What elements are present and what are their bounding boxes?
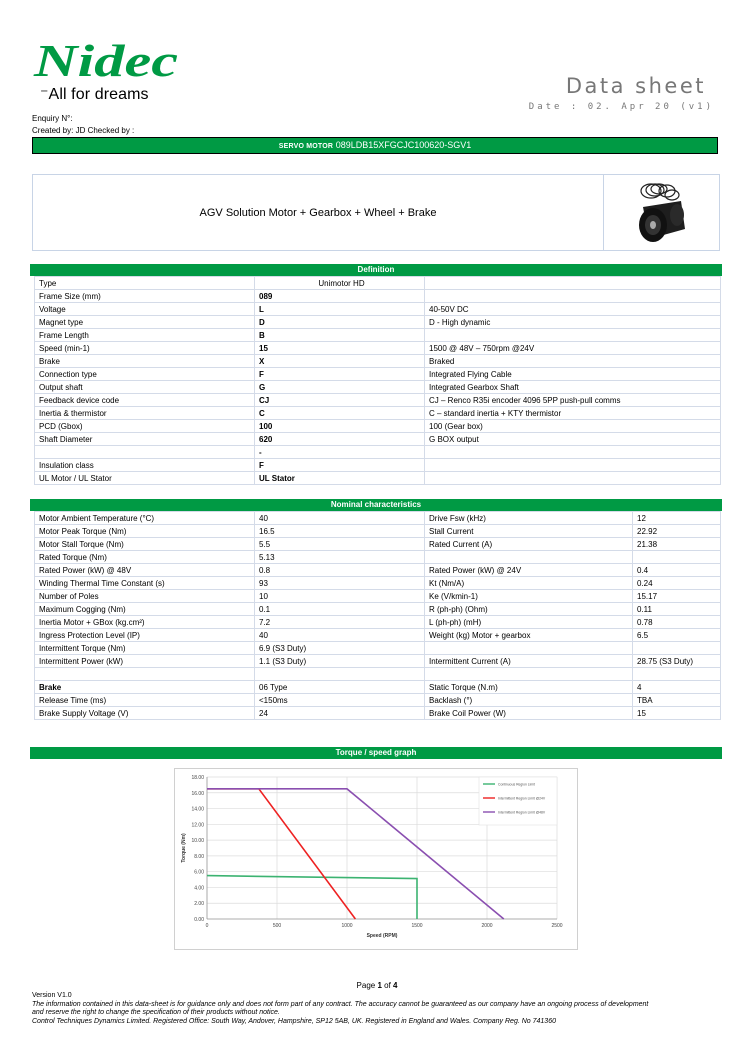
definition-name: Shaft Diameter <box>35 433 255 446</box>
definition-name: PCD (Gbox) <box>35 420 255 433</box>
nominal-v1: 0.1 <box>255 603 425 616</box>
nominal-row <box>35 629 721 642</box>
y-tick-label: 2.00 <box>194 901 204 908</box>
registered-office: Control Techniques Dynamics Limited. Registered Office: South Way, Andover, Hampshire, SP12 5AB, UK. Registered in England and Wales. Company Reg. No 741360 <box>32 1018 556 1025</box>
nominal-v2 <box>633 551 721 564</box>
disclaimer-line-2: and reserve the right to change the specification of their products without notice. <box>32 1009 280 1016</box>
definition-code: B <box>255 329 425 342</box>
nominal-l2 <box>425 668 633 681</box>
y-tick-label: 16.00 <box>191 790 204 797</box>
nominal-v1: 40 <box>255 629 425 642</box>
definition-name: Output shaft <box>35 381 255 394</box>
nominal-row <box>35 655 721 668</box>
y-tick-label: 6.00 <box>194 869 204 876</box>
nominal-l1: Rated Power (kW) @ 48V <box>35 564 255 577</box>
definition-desc <box>425 329 721 342</box>
product-description: AGV Solution Motor + Gearbox + Wheel + Brake <box>33 175 604 250</box>
definition-name: Frame Length <box>35 329 255 342</box>
definition-code: UL Stator <box>255 472 425 485</box>
definition-name <box>35 446 255 459</box>
nominal-row <box>35 668 721 681</box>
nominal-l1: Maximum Cogging (Nm) <box>35 603 255 616</box>
nominal-row <box>35 564 721 577</box>
nominal-v1: 10 <box>255 590 425 603</box>
legend-entry: Intermittent Region Limit @24V <box>498 796 546 801</box>
nominal-l1: Motor Ambient Temperature (°C) <box>35 512 255 525</box>
nominal-l1: Rated Torque (Nm) <box>35 551 255 564</box>
y-tick-label: 10.00 <box>191 838 204 845</box>
nominal-row <box>35 603 721 616</box>
y-tick-label: 4.00 <box>194 885 204 892</box>
nominal-v1: 6.9 (S3 Duty) <box>255 642 425 655</box>
definition-row <box>35 394 721 407</box>
nominal-v1: 5.13 <box>255 551 425 564</box>
definition-desc: G BOX output <box>425 433 721 446</box>
definition-code: 089 <box>255 290 425 303</box>
nominal-l2: Rated Power (kW) @ 24V <box>425 564 633 577</box>
nominal-v1: 24 <box>255 707 425 720</box>
y-tick-label: 12.00 <box>191 822 204 829</box>
nominal-l2 <box>425 642 633 655</box>
definition-name: Magnet type <box>35 316 255 329</box>
definition-header: Definition <box>30 264 722 276</box>
nominal-l2: R (ph-ph) (Ohm) <box>425 603 633 616</box>
definition-code: X <box>255 355 425 368</box>
definition-name: Connection type <box>35 368 255 381</box>
nominal-v2: 0.4 <box>633 564 721 577</box>
motor-code-label: SERVO MOTOR <box>278 143 334 150</box>
nominal-l1: Intermittent Torque (Nm) <box>35 642 255 655</box>
definition-name: Inertia & thermistor <box>35 407 255 420</box>
definition-desc <box>425 459 721 472</box>
nominal-v2: 12 <box>633 512 721 525</box>
definition-name: Feedback device code <box>35 394 255 407</box>
product-description-box <box>32 174 720 251</box>
nominal-row <box>35 538 721 551</box>
nominal-l1: Release Time (ms) <box>35 694 255 707</box>
definition-code: D <box>255 316 425 329</box>
nominal-v2: 22.92 <box>633 525 721 538</box>
nominal-l1: Motor Stall Torque (Nm) <box>35 538 255 551</box>
chart-svg <box>175 769 577 949</box>
page-prefix: Page <box>356 981 378 990</box>
nominal-v1: 16.5 <box>255 525 425 538</box>
definition-row <box>35 433 721 446</box>
page-current: 1 <box>377 981 382 990</box>
definition-desc <box>425 290 721 303</box>
series-line-1 <box>207 876 417 919</box>
definition-name: Voltage <box>35 303 255 316</box>
definition-desc <box>425 472 721 485</box>
nominal-l2: Weight (kg) Motor + gearbox <box>425 629 633 642</box>
definition-name: Brake <box>35 355 255 368</box>
definition-desc: Integrated Gearbox Shaft <box>425 381 721 394</box>
definition-code: 620 <box>255 433 425 446</box>
nominal-l2: Kt (Nm/A) <box>425 577 633 590</box>
definition-row <box>35 381 721 394</box>
definition-desc: 1500 @ 48V – 750rpm @24V <box>425 342 721 355</box>
nominal-v1: 5.5 <box>255 538 425 551</box>
nominal-l2: Drive Fsw (kHz) <box>425 512 633 525</box>
definition-code: 100 <box>255 420 425 433</box>
nominal-l1 <box>35 668 255 681</box>
definition-row <box>35 368 721 381</box>
nominal-l1: Motor Peak Torque (Nm) <box>35 525 255 538</box>
nominal-v2: 15.17 <box>633 590 721 603</box>
created-by-label: Created by: JD Checked by : <box>32 126 135 135</box>
nidec-logo <box>32 38 180 82</box>
nominal-v2: 28.75 (S3 Duty) <box>633 655 721 668</box>
definition-row <box>35 342 721 355</box>
nominal-v1 <box>255 668 425 681</box>
nominal-row <box>35 577 721 590</box>
definition-name: Speed (min-1) <box>35 342 255 355</box>
document-title: Data sheet <box>565 74 706 98</box>
definition-row <box>35 355 721 368</box>
nominal-l1: Intermittent Power (kW) <box>35 655 255 668</box>
y-axis-label: Torque (Nm) <box>181 833 187 863</box>
nominal-row <box>35 525 721 538</box>
page-of: of <box>381 981 394 990</box>
definition-table <box>34 276 721 485</box>
nominal-l1: Brake Supply Voltage (V) <box>35 707 255 720</box>
definition-row <box>35 303 721 316</box>
nominal-row <box>35 551 721 564</box>
definition-desc <box>425 277 721 290</box>
nominal-v2: 6.5 <box>633 629 721 642</box>
nominal-l1: Ingress Protection Level (IP) <box>35 629 255 642</box>
x-axis-label: Speed (RPM) <box>366 933 398 939</box>
definition-row <box>35 472 721 485</box>
y-tick-label: 14.00 <box>191 806 204 813</box>
definition-row <box>35 290 721 303</box>
motor-code: 089LDB15XFGCJC100620-SGV1 <box>335 140 472 150</box>
definition-desc: Braked <box>425 355 721 368</box>
definition-desc: C – standard inertia + KTY thermistor <box>425 407 721 420</box>
nominal-v2: 0.78 <box>633 616 721 629</box>
nominal-l2: Rated Current (A) <box>425 538 633 551</box>
definition-code: Unimotor HD <box>255 277 425 290</box>
definition-code: F <box>255 368 425 381</box>
nominal-l2: Ke (V/kmin-1) <box>425 590 633 603</box>
nominal-l2: Stall Current <box>425 525 633 538</box>
nominal-row <box>35 512 721 525</box>
nominal-v2: 15 <box>633 707 721 720</box>
definition-code: L <box>255 303 425 316</box>
nominal-v2 <box>633 668 721 681</box>
nominal-row <box>35 616 721 629</box>
nominal-v1: 40 <box>255 512 425 525</box>
page-total: 4 <box>393 981 398 990</box>
definition-name: UL Motor / UL Stator <box>35 472 255 485</box>
torque-speed-chart <box>174 768 578 950</box>
nominal-row <box>35 590 721 603</box>
nominal-v1: 0.8 <box>255 564 425 577</box>
definition-code: - <box>255 446 425 459</box>
nominal-v2: 0.11 <box>633 603 721 616</box>
definition-code: CJ <box>255 394 425 407</box>
nominal-l2: Brake Coil Power (W) <box>425 707 633 720</box>
x-tick-label: 1000 <box>341 923 353 929</box>
motor-product-image <box>605 177 718 248</box>
graph-header: Torque / speed graph <box>30 747 722 759</box>
nominal-v2: TBA <box>633 694 721 707</box>
nominal-l1: Number of Poles <box>35 590 255 603</box>
nominal-v2 <box>633 642 721 655</box>
definition-name: Type <box>35 277 255 290</box>
definition-desc: 100 (Gear box) <box>425 420 721 433</box>
x-tick-label: 2000 <box>481 923 493 929</box>
nominal-row <box>35 707 721 720</box>
definition-row <box>35 446 721 459</box>
nominal-row <box>35 642 721 655</box>
nominal-row <box>35 681 721 694</box>
definition-desc: D - High dynamic <box>425 316 721 329</box>
definition-row <box>35 277 721 290</box>
definition-row <box>35 407 721 420</box>
definition-desc: CJ – Renco R35i encoder 4096 5PP push-pull comms <box>425 394 721 407</box>
definition-code: 15 <box>255 342 425 355</box>
nominal-l2: Intermittent Current (A) <box>425 655 633 668</box>
nominal-l1: Inertia Motor + GBox (kg.cm²) <box>35 616 255 629</box>
definition-code: G <box>255 381 425 394</box>
legend-entry: Continuous Region Limit <box>498 782 535 787</box>
nominal-v2: 21.38 <box>633 538 721 551</box>
nominal-v2: 0.24 <box>633 577 721 590</box>
definition-code: C <box>255 407 425 420</box>
definition-row <box>35 316 721 329</box>
nominal-v1: 06 Type <box>255 681 425 694</box>
nominal-v2: 4 <box>633 681 721 694</box>
nominal-v1: 1.1 (S3 Duty) <box>255 655 425 668</box>
tagline-text: All for dreams <box>48 86 149 103</box>
nominal-v1: 7.2 <box>255 616 425 629</box>
motor-code-bar <box>32 137 718 154</box>
definition-row <box>35 329 721 342</box>
nominal-row <box>35 694 721 707</box>
definition-desc: Integrated Flying Cable <box>425 368 721 381</box>
tagline-dash: ⁻ <box>40 86 49 103</box>
definition-desc <box>425 446 721 459</box>
nominal-l1: Winding Thermal Time Constant (s) <box>35 577 255 590</box>
y-tick-label: 0.00 <box>194 917 204 923</box>
legend-entry: Intermittent Region Limit @48V <box>498 810 546 815</box>
nominal-l2: Static Torque (N.m) <box>425 681 633 694</box>
definition-row <box>35 459 721 472</box>
nominal-l2: Backlash (°) <box>425 694 633 707</box>
page-number <box>0 981 754 990</box>
document-date: Date : 02. Apr 20 (v1) <box>528 102 714 112</box>
nominal-table <box>34 511 721 720</box>
nominal-v1: 93 <box>255 577 425 590</box>
y-tick-label: 18.00 <box>191 775 204 781</box>
nominal-l1: Brake <box>35 681 255 694</box>
version-label: Version V1.0 <box>32 992 72 999</box>
disclaimer-line-1: The information contained in this data-sheet is for guidance only and does not form part of any contract. The accuracy cannot be guaranteed as our company have an ongoing process of development <box>32 1001 649 1008</box>
x-tick-label: 500 <box>272 923 282 929</box>
definition-desc: 40-50V DC <box>425 303 721 316</box>
x-tick-label: 0 <box>205 923 209 929</box>
brand-tagline <box>40 84 149 104</box>
x-tick-label: 1500 <box>411 923 423 929</box>
definition-row <box>35 420 721 433</box>
definition-code: F <box>255 459 425 472</box>
brand-wordmark: Nidec <box>32 38 178 82</box>
y-tick-label: 8.00 <box>194 853 204 860</box>
nominal-l2: L (ph-ph) (mH) <box>425 616 633 629</box>
nominal-header: Nominal characteristics <box>30 499 722 511</box>
nominal-l2 <box>425 551 633 564</box>
definition-name: Frame Size (mm) <box>35 290 255 303</box>
nominal-v1: <150ms <box>255 694 425 707</box>
definition-name: Insulation class <box>35 459 255 472</box>
enquiry-label: Enquiry N°: <box>32 114 73 123</box>
x-tick-label: 2500 <box>551 923 563 929</box>
